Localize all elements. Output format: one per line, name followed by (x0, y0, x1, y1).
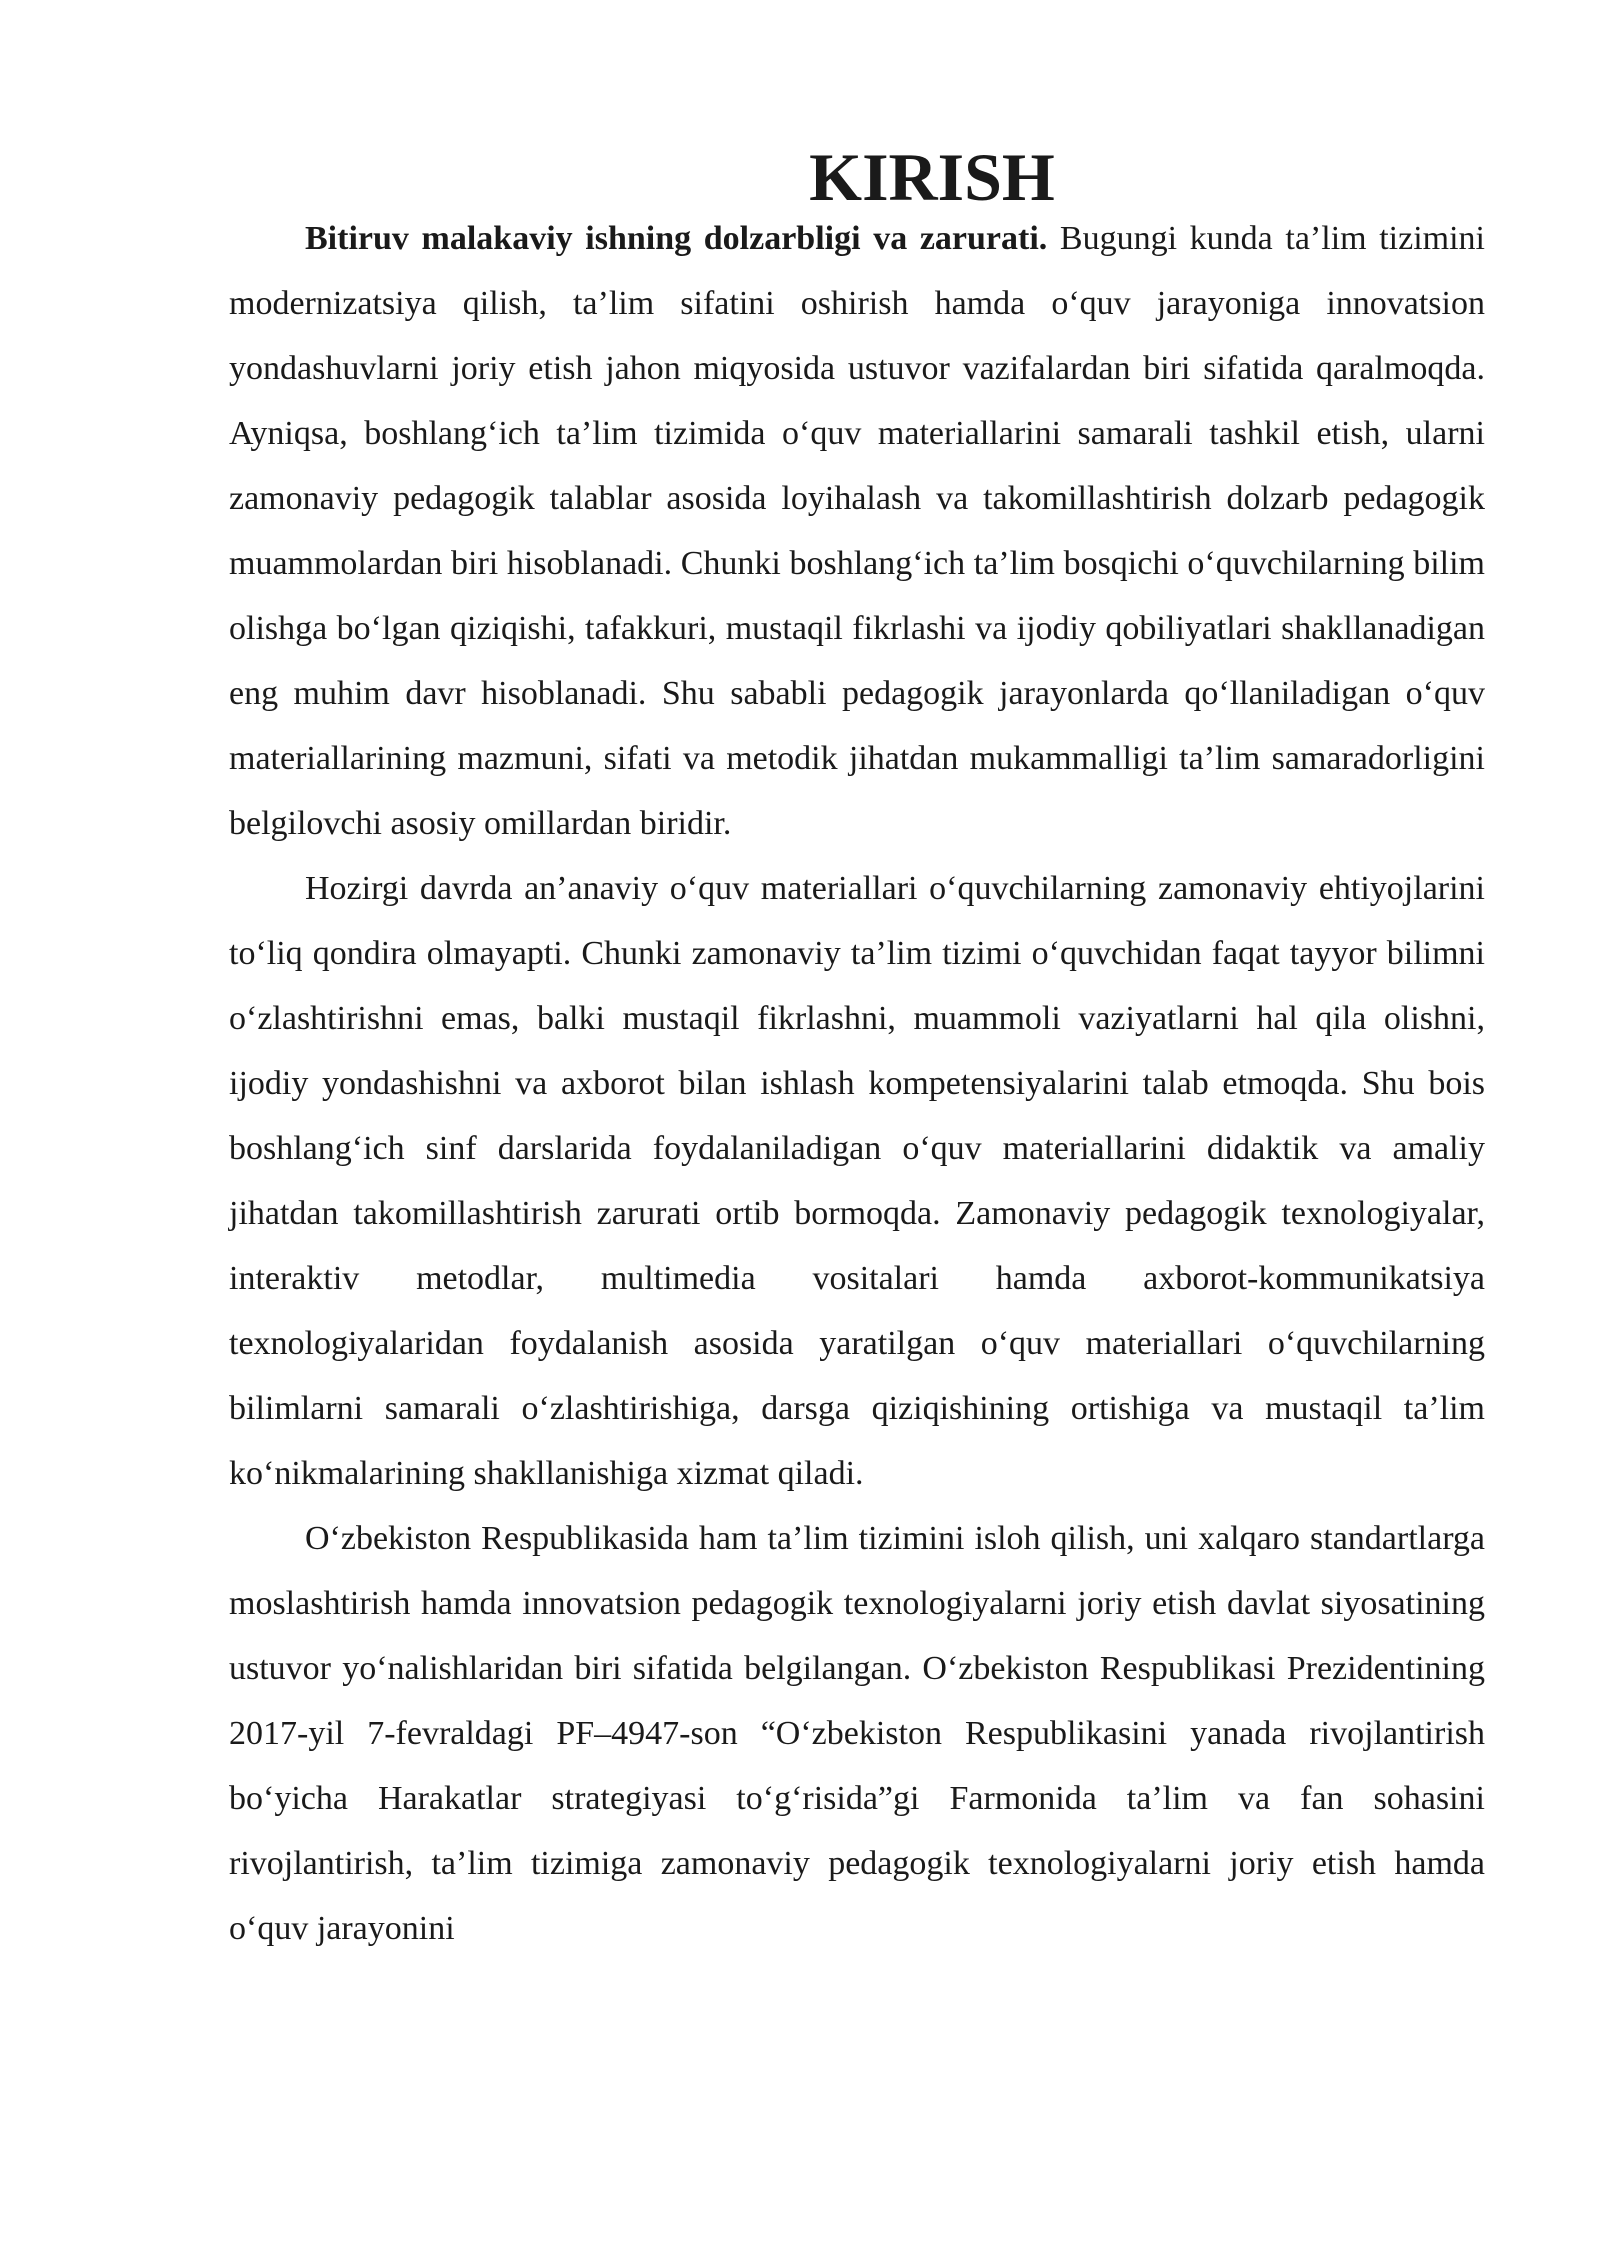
paragraph-uzbekistan-reform: O‘zbekiston Respublikasida ham ta’lim tizimini isloh qilish, uni xalqaro standartlarga moslashtirish hamda innovatsion pedagogik texnologiyalarni joriy etish davlat siyosatining ustuvor yo‘nalishlaridan biri sifatida belgilangan. O‘zbekiston Respublikasi Prezidentining 2017-yil 7-fevraldagi PF–4947-son “O‘zbekiston Respublikasini yanada rivojlantirish bo‘yicha Harakatlar strategiyasi to‘g‘risida”gi Farmonida ta’lim va fan sohasini rivojlantirish, ta’lim tizimiga zamonaviy pedagogik texnologiyalarni joriy etish hamda o‘quv jarayonini (229, 1520, 1485, 1947)
section-title: KIRISH (809, 139, 1055, 215)
paragraph-relevance (229, 206, 1485, 856)
paragraph-text: Bugungi kunda ta’lim tizimini modernizatsiya qilish, ta’lim sifatini oshirish hamda o‘quv jarayoniga innovatsion yondashuvlarni joriy etish jahon miqyosida ustuvor vazifalardan biri sifatida qaralmoqda. Ayniqsa, boshlang‘ich ta’lim tizimida o‘quv materiallarini samarali tashkil etish, ularni zamonaviy pedagogik talablar asosida loyihalash va takomillashtirish dolzarb pedagogik muammolardan biri hisoblanadi. Chunki boshlang‘ich ta’lim bosqichi o‘quvchilarning bilim olishga bo‘lgan qiziqishi, tafakkuri, mustaqil fikrlashi va ijodiy qobiliyatlari shakllanadigan eng muhim davr hisoblanadi. Shu sababli pedagogik jarayonlarda qo‘llaniladigan o‘quv materiallarining mazmuni, sifati va metodik jihatdan mukammalligi ta’lim samaradorligini belgilovchi asosiy omillardan biridir. (229, 220, 1485, 842)
paragraph-lead-heading: Bitiruv malakaviy ishning dolzarbligi va zarurati. (305, 220, 1048, 257)
document-body (229, 139, 1485, 1961)
paragraph-current-period: Hozirgi davrda an’anaviy o‘quv materiallari o‘quvchilarning zamonaviy ehtiyojlarini to‘liq qondira olmayapti. Chunki zamonaviy ta’lim tizimi o‘quvchidan faqat tayyor bilimni o‘zlashtirishni emas, balki mustaqil fikrlashni, muammoli vaziyatlarni hal qila olishni, ijodiy yondashishni va axborot bilan ishlash kompetensiyalarini talab etmoqda. Shu bois boshlang‘ich sinf darslarida foydalaniladigan o‘quv materiallarini didaktik va amaliy jihatdan takomillashtirish zarurati ortib bormoqda. Zamonaviy pedagogik texnologiyalar, interaktiv metodlar, multimedia vositalari hamda axborot-kommunikatsiya texnologiyalaridan foydalanish asosida yaratilgan o‘quv materiallari o‘quvchilarning bilimlarni samarali o‘zlashtirishiga, darsga qiziqishining ortishiga va mustaqil ta’lim ko‘nikmalarining shakllanishiga xizmat qiladi. (229, 870, 1485, 1492)
